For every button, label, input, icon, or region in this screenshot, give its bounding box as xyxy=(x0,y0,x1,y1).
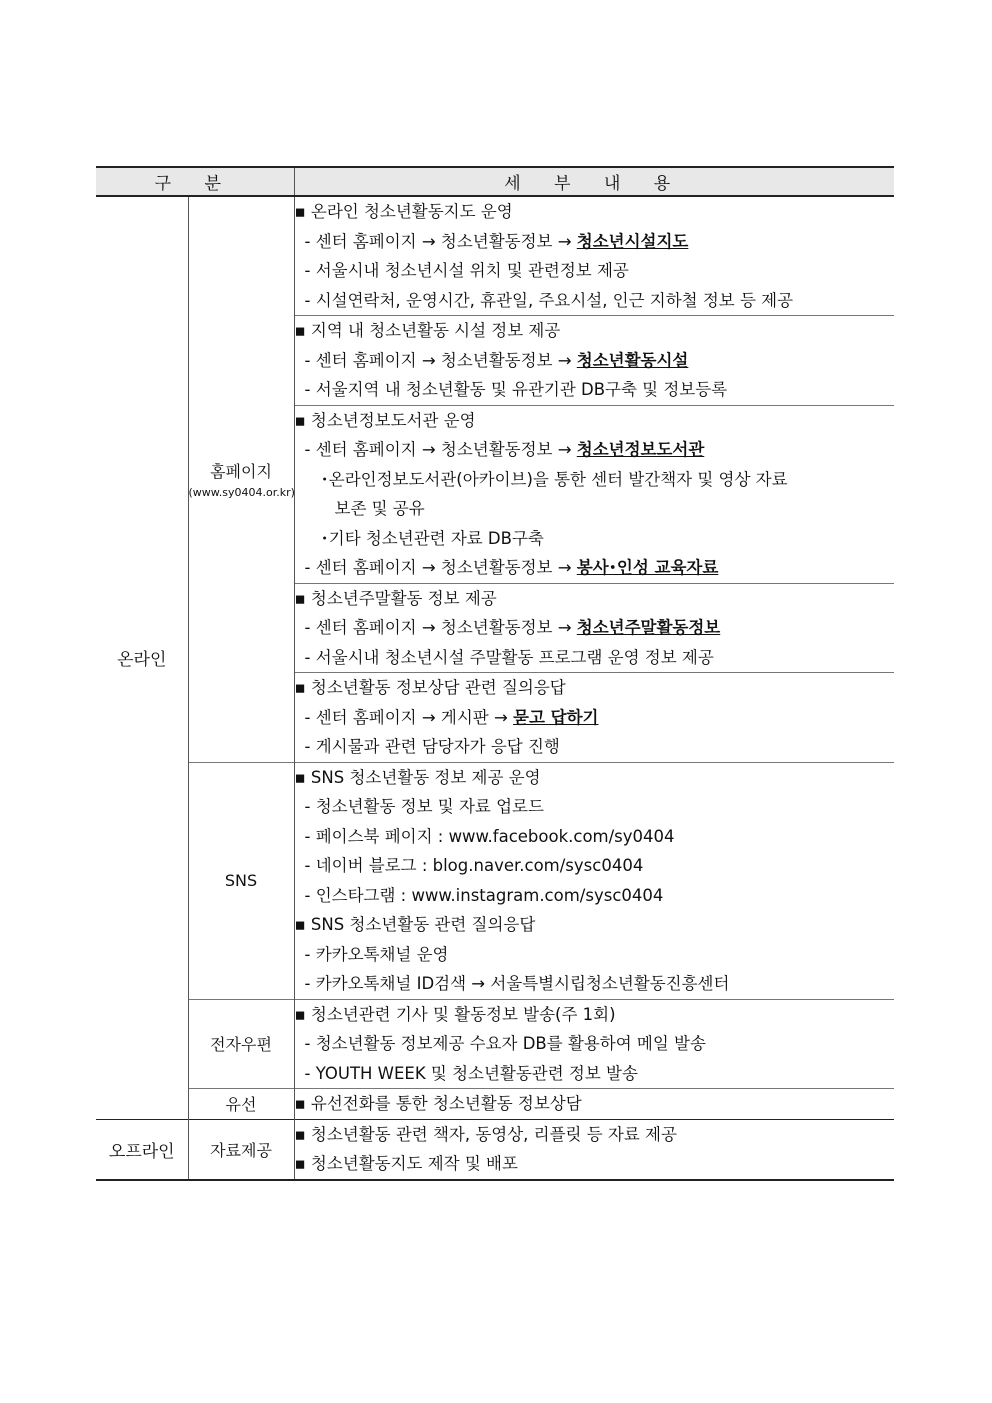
detail-line: - 청소년활동 정보 및 자료 업로드 xyxy=(304,797,544,816)
detail-line: ▪ 청소년활동 정보상담 관련 질의응답 xyxy=(294,678,566,697)
detail-line: - 서울지역 내 청소년활동 및 유관기관 DB구축 및 정보등록 xyxy=(304,380,728,399)
detail-text: - 센터 홈페이지 → 청소년활동정보 → xyxy=(304,558,577,577)
detail-homepage-library xyxy=(294,405,894,583)
category-sns: SNS xyxy=(188,762,294,999)
detail-line xyxy=(295,613,895,643)
detail-line: - 서울시내 청소년시설 위치 및 관련정보 제공 xyxy=(304,261,629,280)
info-table xyxy=(96,166,894,1181)
category-email: 전자우편 xyxy=(188,999,294,1089)
detail-line: ▪ 청소년활동지도 제작 및 배포 xyxy=(294,1154,518,1173)
menu-path-highlight: 봉사･인성 교육자료 xyxy=(576,558,719,577)
detail-line: - 네이버 블로그 : blog.naver.com/sysc0404 xyxy=(304,856,644,875)
header-category: 구 분 xyxy=(96,167,294,196)
detail-line: - 카카오톡채널 ID검색 → 서울특별시립청소년활동진흥센터 xyxy=(304,974,730,993)
detail-line: ▪ 청소년정보도서관 운영 xyxy=(294,410,476,430)
detail-line: ▪ SNS 청소년활동 정보 제공 운영 xyxy=(294,767,541,787)
detail-line: - YOUTH WEEK 및 청소년활동관련 정보 발송 xyxy=(304,1063,638,1083)
menu-path-highlight: 청소년활동시설 xyxy=(576,350,689,370)
detail-line: - 게시물과 관련 담당자가 응답 진행 xyxy=(304,737,560,756)
menu-path-highlight: 묻고 답하기 xyxy=(513,707,599,727)
detail-material xyxy=(294,1119,894,1180)
detail-line: ▪ 청소년활동 관련 책자, 동영상, 리플릿 등 자료 제공 xyxy=(294,1124,677,1144)
category-wired: 유선 xyxy=(188,1089,294,1120)
detail-line xyxy=(295,435,895,465)
detail-text: - 센터 홈페이지 → 청소년활동정보 → xyxy=(304,618,577,637)
category-homepage xyxy=(188,196,294,762)
category-online: 온라인 xyxy=(96,196,188,1119)
menu-path-highlight: 청소년시설지도 xyxy=(576,231,689,251)
detail-homepage-qna xyxy=(294,673,894,763)
menu-path-highlight: 청소년주말활동정보 xyxy=(576,618,721,637)
detail-line: ▪ 지역 내 청소년활동 시설 정보 제공 xyxy=(294,321,561,340)
detail-line: - 시설연락처, 운영시간, 휴관일, 주요시설, 인근 지하철 정보 등 제공 xyxy=(304,290,794,310)
detail-line: - 서울시내 청소년시설 주말활동 프로그램 운영 정보 제공 xyxy=(304,647,714,667)
detail-line: ▪ 온라인 청소년활동지도 운영 xyxy=(294,202,513,221)
detail-homepage-map xyxy=(294,196,894,316)
detail-line: - 페이스북 페이지 : www.facebook.com/sy0404 xyxy=(304,826,675,846)
detail-line: ▪ 유선전화를 통한 청소년활동 정보상담 xyxy=(294,1094,582,1113)
detail-line: - 인스타그램 : www.instagram.com/sysc0404 xyxy=(304,885,664,905)
detail-text: - 센터 홈페이지 → 게시판 → xyxy=(304,707,514,727)
detail-text: - 센터 홈페이지 → 청소년활동정보 → xyxy=(304,440,577,459)
detail-line: ▪ 청소년관련 기사 및 활동정보 발송(주 1회) xyxy=(294,1004,616,1024)
header-details: 세 부 내 용 xyxy=(294,167,894,196)
category-offline: 오프라인 xyxy=(96,1119,188,1180)
menu-path-highlight: 청소년정보도서관 xyxy=(576,440,705,459)
detail-homepage-facilities xyxy=(294,316,894,406)
detail-homepage-weekend xyxy=(294,583,894,673)
detail-line: - 청소년활동 정보제공 수요자 DB를 활용하여 메일 발송 xyxy=(304,1034,706,1053)
detail-line: ･온라인정보도서관(아카이브)을 통한 센터 발간책자 및 영상 자료 xyxy=(320,469,788,489)
detail-wired xyxy=(294,1089,894,1120)
detail-line: ･기타 청소년관련 자료 DB구축 xyxy=(320,528,544,548)
detail-line: ▪ 청소년주말활동 정보 제공 xyxy=(294,588,497,608)
category-material: 자료제공 xyxy=(188,1119,294,1180)
homepage-url: (www.sy0404.or.kr) xyxy=(188,486,295,500)
detail-line xyxy=(295,346,895,376)
detail-sns xyxy=(294,762,894,999)
detail-text: - 센터 홈페이지 → 청소년활동정보 → xyxy=(304,350,577,370)
detail-line: - 카카오톡채널 운영 xyxy=(304,944,449,964)
homepage-label: 홈페이지 xyxy=(210,462,272,482)
detail-line: ▪ SNS 청소년활동 관련 질의응답 xyxy=(294,915,536,934)
detail-line: 보존 및 공유 xyxy=(334,499,425,518)
detail-line xyxy=(295,553,895,583)
detail-line xyxy=(295,227,895,257)
detail-line xyxy=(295,703,895,733)
detail-email xyxy=(294,999,894,1089)
detail-text: - 센터 홈페이지 → 청소년활동정보 → xyxy=(304,231,577,251)
